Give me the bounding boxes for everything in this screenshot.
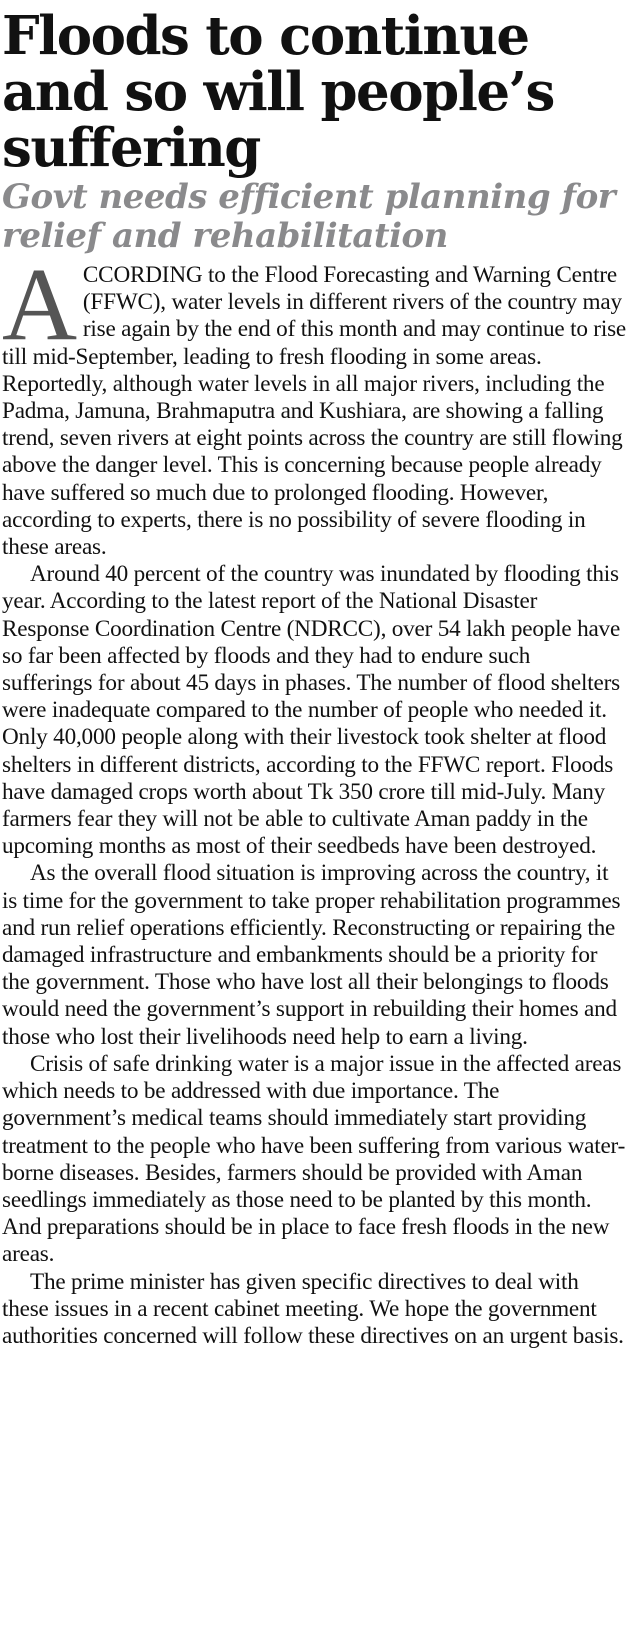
paragraph-5: The prime minister has given specific directives to deal with these issues in a recent cabinet meeting. We hope the government authorities concerned will follow these directives on an urgent basis. — [2, 1268, 624, 1349]
article-body — [2, 247, 626, 1350]
paragraph-1 — [2, 247, 626, 561]
paragraph-3: As the overall flood situation is improving across the country, it is time for the government to take proper rehabilitation programmes and run relief operations efficiently. Reconstructing or repairing the damaged infrastructure and embankments should be a priority for the government. Those who have lost all their belongings to floods would need the government’s support in rebuilding their homes and those who lost their livelihoods need help to earn a living. — [2, 860, 621, 1050]
subheadline: Govt needs efficient planning for relief and rehabilitation — [2, 177, 616, 256]
paragraph-4: Crisis of safe drinking water is a major issue in the affected areas which needs to be addressed with due importance. The government’s medical teams should immediately start providing treatment to the people who have been suffering from various water-borne diseases. Besides, farmers should be provided with Aman seedlings immediately as those need to be planted by this month. And preparations should be in place to face fresh floods in the new areas. — [2, 1050, 626, 1268]
editorial-article — [2, 0, 626, 1350]
paragraph-2: Around 40 percent of the country was inundated by flooding this year. According to the latest report of the National Disaster Response Coordination Centre (NDRCC), over 54 lakh people have so far been affected by floods and they had to endure such sufferings for about 45 days in phases. The number of flood shelters were inadequate compared to the number of people who needed it. Only 40,000 people along with their livestock took shelter at flood shelters in different districts, according to the FFWC report. Floods have damaged crops worth about Tk 350 crore till mid-July. Many farmers fear they will not be able to cultivate Aman paddy in the upcoming months as most of their seedbeds have been destroyed. — [2, 561, 621, 860]
paragraph-1-text: CCORDING to the Flood Forecasting and Warning Centre (FFWC), water levels in different rivers of the country may rise again by the end of this month and may continue to rise till mid-September, leading to fresh flooding in some areas. Reportedly, although water levels in all major rivers, including the Padma, Jamuna, Brahmaputra and Kushiara, are showing a falling trend, seven rivers at eight points across the country are still flowing above the danger level. This is concerning because people already have suffered so much due to prolonged flooding. However, according to experts, there is no possibility of severe flooding in these areas. — [2, 262, 626, 561]
drop-cap: A — [2, 247, 77, 362]
headline: Floods to continue and so will people’s suffering — [2, 5, 554, 179]
